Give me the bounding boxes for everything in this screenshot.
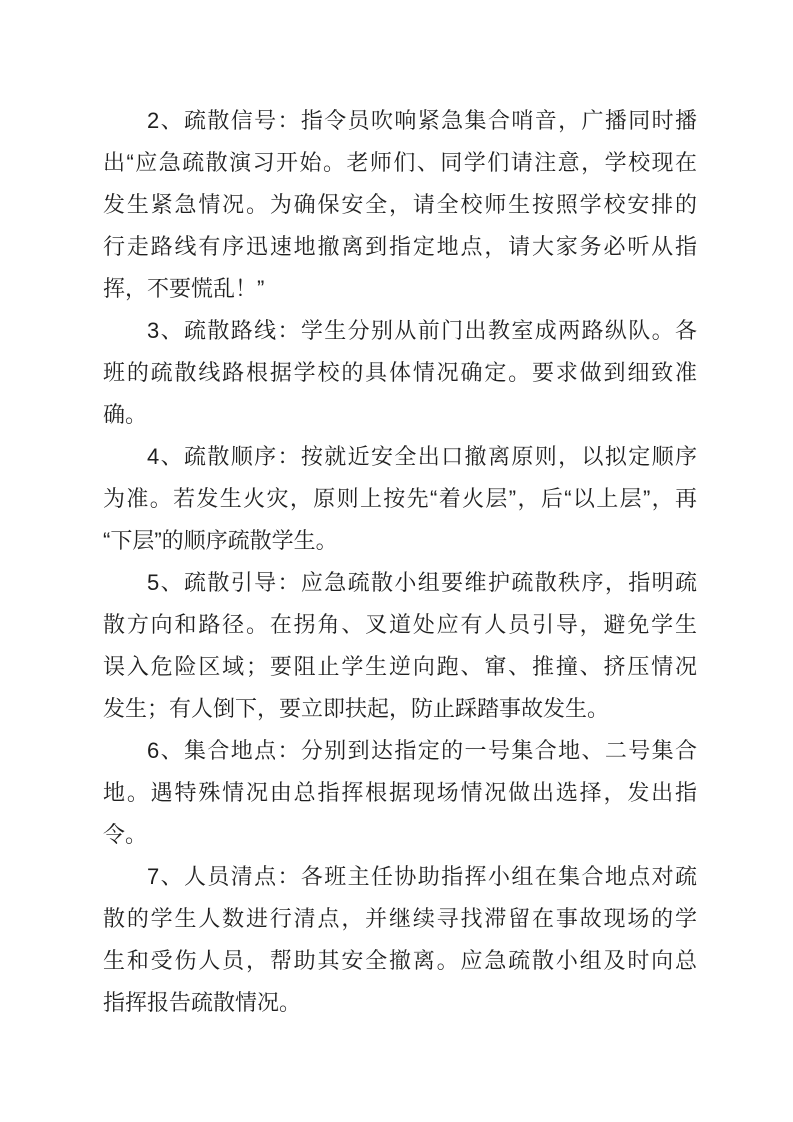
- text-line: 出“应急疏散演习开始。老师们、同学们请注意，学校现在: [103, 150, 697, 175]
- text-line: 4、疏散顺序：按就近安全出口撤离原则，以拟定顺序: [147, 444, 697, 469]
- text-line: 误入危险区域；要阻止学生逆向跑、窜、推撞、挤压情况: [103, 654, 697, 679]
- text-line: 挥，不要慌乱！”: [103, 276, 265, 301]
- text-line: 7、人员清点：各班主任协助指挥小组在集合地点对疏: [147, 864, 697, 889]
- text-line: 6、集合地点：分别到达指定的一号集合地、二号集合: [147, 738, 697, 763]
- text-line: “下层”的顺序疏散学生。: [103, 528, 338, 553]
- text-line: 生和受伤人员，帮助其安全撤离。应急疏散小组及时向总: [103, 948, 697, 973]
- paragraph-5: [103, 562, 697, 730]
- text-line: 2、疏散信号：指令员吹响紧急集合哨音，广播同时播: [147, 108, 697, 133]
- document-body: [103, 100, 697, 1024]
- paragraph-7: [103, 856, 697, 1024]
- text-line: 散的学生人数进行清点，并继续寻找滞留在事故现场的学: [103, 906, 697, 931]
- text-line: 为准。若发生火灾，原则上按先“着火层”，后“以上层”，再: [103, 486, 697, 511]
- text-line: 5、疏散引导：应急疏散小组要维护疏散秩序，指明疏: [147, 570, 697, 595]
- text-line: 令。: [103, 822, 148, 847]
- text-line: 发生；有人倒下，要立即扶起，防止踩踏事故发生。: [103, 696, 610, 721]
- text-line: 确。: [103, 402, 148, 427]
- text-line: 地。遇特殊情况由总指挥根据现场情况做出选择，发出指: [103, 780, 697, 805]
- text-line: 散方向和路径。在拐角、叉道处应有人员引导，避免学生: [103, 612, 697, 637]
- text-line: 班的疏散线路根据学校的具体情况确定。要求做到细致准: [103, 360, 697, 385]
- text-line: 行走路线有序迅速地撤离到指定地点，请大家务必听从指: [103, 234, 697, 259]
- paragraph-3: [103, 310, 697, 436]
- text-line: 3、疏散路线：学生分别从前门出教室成两路纵队。各: [147, 318, 697, 343]
- text-line: 指挥报告疏散情况。: [103, 990, 302, 1015]
- paragraph-6: [103, 730, 697, 856]
- paragraph-2: [103, 100, 697, 310]
- text-line: 发生紧急情况。为确保安全，请全校师生按照学校安排的: [103, 192, 697, 217]
- paragraph-4: [103, 436, 697, 562]
